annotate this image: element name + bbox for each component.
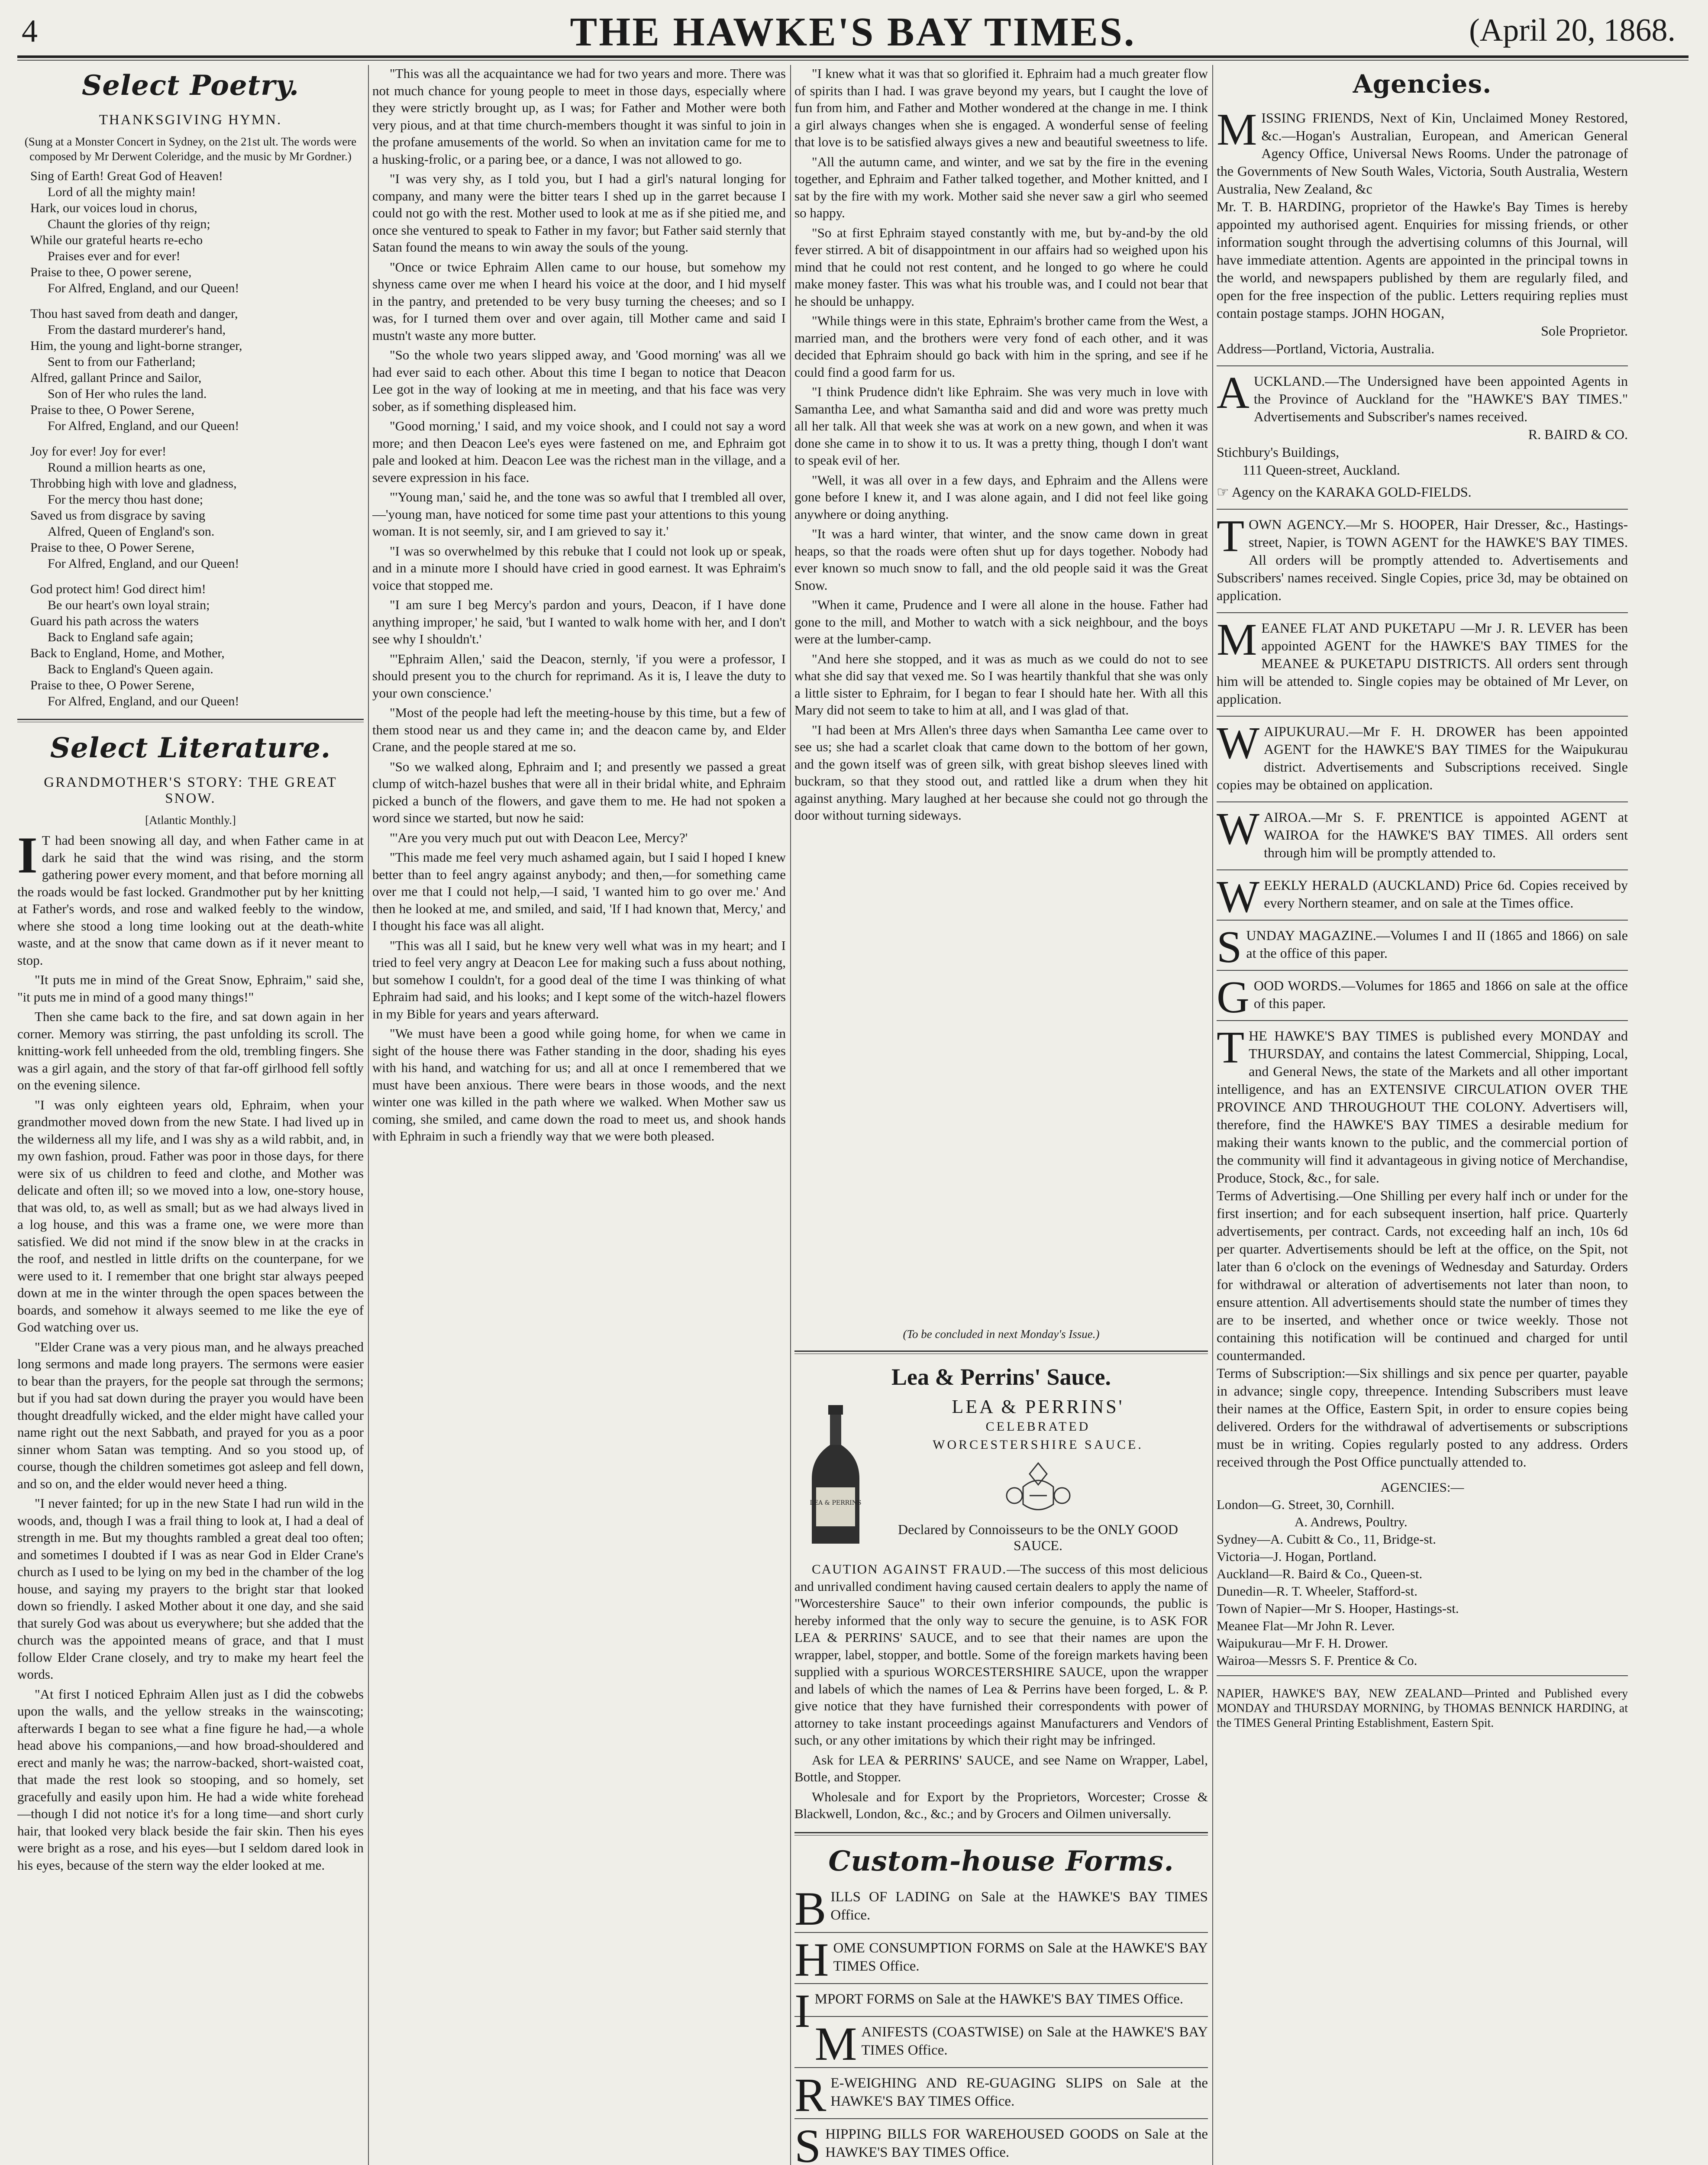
story-paragraph: "'Ephraim Allen,' said the Deacon, sternly, 'if you were a professor, I should present you to the church for reprimand. As it is, I leave the duty to your own conscience.': [372, 651, 786, 701]
poem-line: Thou hast saved from death and danger,: [30, 307, 238, 321]
times-notice: THE HAWKE'S BAY TIMES is published every MONDAY and THURSDAY, and contains the latest Commercial, Shipping, Local, and General News, the state of the Markets and all other important intelligence, and has an EXTENSIVE CIRCULATION OVER THE PROVINCE AND THROUGHOUT THE COLONY. Advertisers will, therefore, find the HAWKE'S BAY TIMES a desirable medium for making their wants known to the public, and the commercial portion of the community will find it advantageous in giving notice of Merchandise, Produce, Stock, &c., for sale. Terms of Advertising.—One Shilling per every half inch or under for the first insertion; and for each subsequent insertion, half price. Quarterly advertisements, per contract. Cards, not exceeding half an inch, 10s 6d per quarter. Advertisements should be left at the office, on the Spit, not later than 6 o'clock on the evenings of Wednesday and Saturday. Orders for withdrawal or alteration of advertisements not later than noon, to ensure attention. All advertisements should state the number of times they are to be inserted, and whether once or twice weekly. Those not containing this notification will be continued and charged for until countermanded. Terms of Subscription:—Six shillings and six pence per quarter, payable in advance; single copy, threepence. Intending Subscribers must leave their names at the Office, Eastern Spit, in order to ensure copies being delivered. Orders for the withdrawal of advertisements or subscriptions must be in writing. Copies regularly posted to any address. Orders received through the Post Office punctually attended to.: [1217, 1022, 1628, 1470]
column-1: [17, 65, 364, 2165]
section-divider: [794, 1832, 1208, 1835]
story-paragraph: "Once or twice Ephraim Allen came to our house, but somehow my shyness came over me when I heard his voice at the door, and I hid myself in the pantry, and pretended to be very busy turning the cheeses; and so I was, for I turned them over and over again, till Mother came and said I mustn't waste any more butter.: [372, 259, 786, 343]
agency-line: Auckland—R. Baird & Co., Queen-st.: [1217, 1566, 1423, 1581]
poem-line: For the mercy thou hast done;: [48, 492, 203, 507]
poem-line: Back to England safe again;: [48, 630, 194, 644]
custom-form-ad: BILLS OF LADING on Sale at the HAWKE'S BAY TIMES Office.: [794, 1882, 1208, 1935]
page-number: 4: [22, 13, 38, 49]
bottle-label-text: LEA & PERRINS: [810, 1499, 862, 1506]
agency-line: Dunedin—R. T. Wheeler, Stafford-st.: [1217, 1583, 1417, 1599]
caution-paragraph: CAUTION AGAINST FRAUD.—The success of this most delicious and unrivalled condiment having caused certain dealers to apply the name of "Worcestershire Sauce" to their own inferior compounds, the public is hereby informed that the only way to secure the genuine, is to ASK FOR LEA & PERRINS' SAUCE, and to see that their names are upon the wrapper, label, stopper, and bottle. Some of the foreign markets having been supplied with a spurious WORCESTERSHIRE SAUCE, upon the wrapper and labels of which the names of Lea & Perrins have been forged, L. & P. give notice that they have furnished their correspondents with power of attorney to take instant proceedings against Manufacturers and Vendors of such, or any other imitations by which their right may be infringed.: [794, 1561, 1208, 1748]
sauce-ad-box: [803, 1396, 1199, 1557]
poem-line: Round a million hearts as one,: [48, 460, 206, 475]
poem-line: For Alfred, England, and our Queen!: [48, 694, 239, 708]
poem-line: Back to England, Home, and Mother,: [30, 646, 225, 660]
poem-line: Back to England's Queen again.: [48, 662, 213, 676]
poem-line: Guard his path across the waters: [30, 614, 199, 628]
sauce-banner: LEA & PERRINS': [952, 1396, 1124, 1417]
custom-form-ad: R E-WEIGHING AND RE-GUAGING SLIPS on Sale at the HAWKE'S BAY TIMES Office.: [794, 2068, 1208, 2121]
masthead-rule-thin: [17, 60, 1689, 61]
meanee-agency-ad: MEANEE FLAT AND PUKETAPU —Mr J. R. LEVER has been appointed AGENT for the HAWKE'S BAY TIMES for the MEANEE & PUKETAPU DISTRICTS. All orders sent through him will be attended to. Single copies may be obtained of Mr Lever, on application.: [1217, 614, 1628, 707]
poem-line: God protect him! God direct him!: [30, 582, 206, 596]
sauce-ad-text: [877, 1396, 1199, 1557]
column-divider: [790, 65, 791, 2165]
agency-line: London—G. Street, 30, Cornhill.: [1217, 1497, 1395, 1512]
story-paragraph: "'Young man,' said he, and the tone was so awful that I trembled all over,—'young man, have noticed for some time past your attentions to this young woman. It is not seemly, sir, and I am grieved to say it.': [372, 489, 786, 539]
poem-body: [30, 168, 364, 296]
poem-line: Praise to thee, O Power Serene,: [30, 678, 195, 692]
story-paragraph: "While things were in this state, Ephraim's brother came from the West, a married man, and the brothers were very fond of each other, and it was decided that Ephraim should go back with him in the spring, and see if he could find a good farm for us.: [794, 313, 1208, 380]
poem-line: Throbbing high with love and gladness,: [30, 476, 237, 491]
story-paragraph: "I had been at Mrs Allen's three days when Samantha Lee came over to see us; she had a scarlet cloak that came down to the bottom of her gown, and the gown itself was of green silk, with great bishop sleeves lined with buckram, so that they stood out, and rattled like a drum when they hit against anything. Mary laughed at her because she could not go through the door without turning sideways.: [794, 722, 1208, 823]
story-paragraph: "I never fainted; for up in the new State I had run wild in the woods, and, though I was a frail thing to look at, I had a deal of strength in me. But my thoughts rambled a great deal too often; and sometimes I doubted if I was as near God in Elder Crane's church as I used to be lying on my bed in the chamber of the log house, and saying my prayers to the bright star that looked down so friendly. I asked Mother about it one day, and she said that surely God was about us everywhere; but she added that the church was the appointed means of grace, and that I must follow Elder Crane closely, and try to make my heart feel the words.: [17, 1496, 364, 1682]
story-paragraph: "So at first Ephraim stayed constantly with me, but by-and-by the old fever stirred. A bit of disappointment in our affairs had so weighed upon his mind that he could not rest content, and he longed to go where he could make money faster. This was what his trouble was, and I could not bear that he should be unhappy.: [794, 225, 1208, 309]
printer-imprint: NAPIER, HAWKE'S BAY, NEW ZEALAND—Printed and Published every MONDAY and THURSDAY MORNING, by THOMAS BENNICK HARDING, at the TIMES General Printing Establishment, Eastern Spit.: [1217, 1687, 1628, 1730]
story-paragraph: "This made me feel very much ashamed again, but I said I hoped I knew better than to feel angry against anybody; and then,—for something came over me that I could not help,—I said, 'I wanted him to go over me.' And then he looked at me, and smiled, and said, 'If I had known that, Mercy,' and I thought his face was all alight.: [372, 850, 786, 933]
poem-line: For Alfred, England, and our Queen!: [48, 556, 239, 571]
story-paragraph: "'Are you very much put out with Deacon Lee, Mercy?': [390, 830, 688, 845]
poem-line: Lord of all the mighty main!: [48, 185, 196, 199]
poem-line: Saved us from disgrace by saving: [30, 508, 206, 523]
agency-line: Sydney—A. Cubitt & Co., 11, Bridge-st.: [1217, 1532, 1436, 1547]
waipukurau-agency-ad: WAIPUKURAU.—Mr F. H. DROWER has been appointed AGENT for the HAWKE'S BAY TIMES for the Waipukurau district. Advertisements and Subscriptions received. Single copies may be obtained on application.: [1217, 717, 1628, 792]
agencies-list-title: AGENCIES:—: [1380, 1480, 1464, 1495]
royal-crest-icon: [999, 1457, 1077, 1517]
story-paragraph: "Good morning,' I said, and my voice shook, and I could not say a word more; and then Deacon Lee's eyes were fastened on me, and Ephraim got pale and looked at him. Deacon Lee was the richest man in the village, and a severe expression in his face.: [372, 418, 786, 485]
custom-form-ad: HOME CONSUMPTION FORMS on Sale at the HAWKE'S BAY TIMES Office.: [794, 1933, 1208, 1986]
custom-form-ad: MANIFESTS (COASTWISE) on Sale at the HAWKE'S BAY TIMES Office.: [814, 2017, 1208, 2070]
story-paragraph: Then she came back to the fire, and sat down again in her corner. Memory was stirring, the past unfolding its scroll. The knitting-work fell unheeded from the old, trembling fingers. She was a girl again, and the story of that far-off girlhood fell softly on the evening silence.: [17, 1009, 364, 1092]
story-source: [Atlantic Monthly.]: [145, 814, 236, 827]
poem-body: [30, 306, 364, 434]
agency-line: Waipukurau—Mr F. H. Drower.: [1217, 1635, 1388, 1651]
story-paragraph: "This was all the acquaintance we had for two years and more. There was not much chance for young people to meet in those days, especially where they were strictly brought up, as I was; for Father and Mother were both very pious, and at that time church-members thought it was sinful to join in the profane amusements of the world. So when an invitation came for me to a husking-frolic, or a paring bee, or a dance, I was not allowed to go.: [372, 66, 786, 167]
poem-body: [30, 443, 364, 572]
story-paragraph: "So the whole two years slipped away, and 'Good morning' was all we had ever said to each other. About this time I began to notice that Deacon Lee got in the way of looking at me in meeting, and that his face was very sober, as if something displeased him.: [372, 347, 786, 414]
story-continuation: [794, 65, 1208, 1321]
lea-perrins-ad: [794, 1364, 1208, 1822]
sauce-declared: Declared by Connoisseurs to be the ONLY GOOD SAUCE.: [898, 1522, 1178, 1553]
poem-line: Him, the young and light-borne stranger,: [30, 339, 242, 353]
story-paragraph: "I was very shy, as I told you, but I had a girl's natural longing for company, and many were the bitter tears I shed up in the garret because I could not go with the rest. Mother used to look at me as if she pitied me, and once she ventured to speak to Father in my favor; but Father said sternly that Satan found the means to win away the souls of the young.: [372, 171, 786, 255]
story-paragraph: "Elder Crane was a very pious man, and he always preached long sermons and made long prayers. The sermons were easier to bear than the prayers, for the people sat through the sermons; but if you had sat down during the prayer you would have been thought dreadfully wicked, and the elder might have called your name right out the next Sabbath, and prayed for you as a poor sinner whom Satan was tempting. And so you stood up, of course, though the children sometimes got asleep and fell down, and so on, and the elder would never heed a thing.: [17, 1339, 364, 1491]
drop-cap: I: [17, 826, 38, 884]
custom-form-ad: SHIPPING BILLS FOR WAREHOUSED GOODS on Sale at the HAWKE'S BAY TIMES Office.: [794, 2119, 1208, 2165]
column-3: [794, 65, 1208, 2165]
sauce-bottle-icon: [803, 1405, 868, 1548]
story-paragraph: "We must have been a good while going home, for when we came in sight of the house there was Father standing in the door, shading his eyes with his hand, and watching for us; and all at once I remembered that we must have been anxious. There were bears in those woods, and the next winter one was killed in the path where we walked. When Mother saw us coming, she smiled, and came down the road to meet us, and shook hands with Ephraim in such a friendly way that we were both pleased.: [372, 1026, 786, 1144]
story-paragraph: "So we walked along, Ephraim and I; and presently we passed a great clump of witch-hazel bushes that were all in their bridal white, and Ephraim picked a bunch of the flowers, and gave them to me. He had not spoken a word since we started, but now he said:: [372, 759, 786, 825]
wairoa-agency-ad: WAIROA.—Mr S. F. PRENTICE is appointed AGENT at WAIROA for the HAWKE'S BAY TIMES. All orders sent through him will be promptly attended to.: [1217, 803, 1628, 860]
sauce-banner-sub: CELEBRATED: [985, 1419, 1091, 1434]
poem-title: THANKSGIVING HYMN.: [99, 112, 282, 128]
ask-for-paragraph: Ask for LEA & PERRINS' SAUCE, and see Name on Wrapper, Label, Bottle, and Stopper.: [794, 1752, 1208, 1784]
agency-line: Wairoa—Messrs S. F. Prentice & Co.: [1217, 1653, 1417, 1668]
pointing-hand-icon: ☞: [1217, 484, 1229, 500]
literature-heading: Select Literature.: [50, 732, 331, 764]
column-divider: [1212, 65, 1213, 2165]
story-paragraph: "It puts me in mind of the Great Snow, Ephraim," said she, "it puts me in mind of a good many things!": [17, 972, 364, 1005]
story-paragraph: "I knew what it was that so glorified it. Ephraim had a much greater flow of spirits than I had. I was grave beyond my years, but I caught the love of fun from him, and Father and Mother wondered at the change in me. I think a girl always changes when she is engaged. A wonderful sense of feeling that love is to be satisfied always gives a new and beautiful sweetness to life.: [794, 66, 1208, 149]
story-paragraph: "All the autumn came, and winter, and we sat by the fire in the evening together, and Ephraim and Father talked together, and Mother knitted, and I sat by the fire with my work. Mother said she never saw a girl who seemed so happy.: [794, 154, 1208, 220]
sauce-ad-title: Lea & Perrins' Sauce.: [891, 1364, 1111, 1390]
custom-form-ad: IMPORT FORMS on Sale at the HAWKE'S BAY TIMES Office.: [794, 1984, 1184, 2037]
story-paragraph: "I was so overwhelmed by this rebuke that I could not look up or speak, and in a minute more I should have cried in good earnest. It was Ephraim's voice that stopped me.: [372, 543, 786, 593]
story-paragraph: I T had been snowing all day, and when Father came in at dark he said that the wind was rising, and the storm gathering power every moment, and that before morning all the roads would be fast locked. Grandmother put by her knitting at Father's words, and rose and walked feebly to the window, where she stood a long time looking out at the death-white waste, and at the snow that came down as if it never meant to stop.: [17, 826, 364, 968]
poetry-heading: Select Poetry.: [82, 69, 299, 102]
poem-line: Praises ever and for ever!: [48, 249, 181, 263]
poem-line: Praise to thee, O Power Serene,: [30, 403, 195, 417]
poem-line: Sing of Earth! Great God of Heaven!: [30, 169, 223, 183]
poem-line: From the dastard murderer's hand,: [48, 323, 226, 337]
to-be-concluded: (To be concluded in next Monday's Issue.): [903, 1328, 1100, 1341]
sunday-magazine-ad: SUNDAY MAGAZINE.—Volumes I and II (1865 and 1866) on sale at the office of this paper.: [1217, 921, 1628, 972]
masthead-rule: [17, 55, 1689, 58]
weekly-herald-ad: WEEKLY HERALD (AUCKLAND) Price 6d. Copies received by every Northern steamer, and on sale at the Times office.: [1217, 871, 1628, 922]
sauce-banner-sub: WORCESTERSHIRE SAUCE.: [933, 1438, 1143, 1452]
poem-line: Son of Her who rules the land.: [48, 387, 207, 401]
poem-body: [30, 581, 364, 709]
poem-line: Alfred, Queen of England's son.: [48, 524, 215, 539]
story-paragraph: "I think Prudence didn't like Ephraim. She was very much in love with Samantha Lee, and what Samantha said and did and wore was pretty much all her talk. All that week she was at work on a new gown, and when it was done she came in to show it to us. It was a pretty thing, though I don't want to speak evil of her.: [794, 384, 1208, 468]
story-paragraph: "At first I noticed Ephraim Allen just as I did the cobwebs upon the walls, and the yellow streaks in the wainscoting; afterwards I began to see what a fine figure he had,—a whole head above his companions,—and how broad-shouldered and erect and manly he was; the narrow-backed, short-waisted coat, that made the rest look so stooping, and so homely, set gracefully and easily upon him. He had a wide white forehead—though I did not notice it's for a long time—and short curly hair, that looked very black beside the fair skin. Then his eyes were bright as a rose, and his eyes—but I seldom dared look in his eyes, because of the stern way the elder looked at me.: [17, 1686, 364, 1873]
issue-date: (April 20, 1868.: [1469, 13, 1676, 48]
agency-line: A. Andrews, Poultry.: [1295, 1514, 1408, 1529]
section-divider: [794, 1351, 1208, 1354]
agency-line: Meanee Flat—Mr John R. Lever.: [1217, 1618, 1395, 1633]
story-paragraph: "I was only eighteen years old, Ephraim, when your grandmother moved down from the new State. I had lived up in the wilderness all my life, and I was shy as a wild rabbit, and, in my own fashion, proud. Father was poor in those days, for there were six of us children to feed and clothe, and Mother was delicate and often ill; so we moved into a low, one-story house, that was old, to, as well as small; but as we had always lived in a log house, and this was a frame one, we were more than satisfied. We did not mind if the snow blew in at the cracks in the roof, and nestled in little drifts on the counterpane, for we were used to it. I remember that one bright star always peeped down at me in the winter through the open spaces between the boards, and somehow it always seemed to me like the eye of God watching over us.: [17, 1097, 364, 1335]
story-paragraph: "When it came, Prudence and I were all alone in the house. Father had gone to the mill, and Mother to watch with a sick neighbour, and the boys were at the lumber-camp.: [794, 597, 1208, 646]
agencies-list: [1217, 1479, 1628, 1669]
story-paragraph: "Well, it was all over in a few days, and Ephraim and the Allens were gone before I knew it, and I was alone again, and I did not feel like going anywhere or doing anything.: [794, 472, 1208, 522]
story-title: GRANDMOTHER'S STORY: THE GREAT SNOW.: [44, 775, 337, 806]
poem-line: Hark, our voices loud in chorus,: [30, 201, 197, 215]
poem-line: Joy for ever! Joy for ever!: [30, 444, 167, 459]
poem-line: Chaunt the glories of thy reign;: [48, 217, 210, 231]
section-divider: [17, 719, 364, 722]
column-4: [1217, 65, 1628, 2165]
agency-line: Town of Napier—Mr S. Hooper, Hastings-st.: [1217, 1601, 1459, 1616]
poem-line: Praise to thee, O power serene,: [30, 265, 192, 279]
poem-line: Praise to thee, O Power Serene,: [30, 540, 195, 555]
column-2: [372, 65, 786, 2165]
story-paragraph: "I am sure I beg Mercy's pardon and yours, Deacon, if I have done anything improper,' he said, 'but I wanted to walk home with her, and I don't see why I shouldn't.': [372, 597, 786, 646]
poem-line: Be our heart's own loyal strain;: [48, 598, 210, 612]
poem-line: For Alfred, England, and our Queen!: [48, 419, 239, 433]
story-paragraph: "And here she stopped, and it was as much as we could do not to see what she did say that vexed me. So I was heartily thankful that she was only a little sister to Ephraim, for I began to fear I should hate her. With all this Mary did not seem to take to him at all, and I was glad of that.: [794, 651, 1208, 717]
poem-line: While our grateful hearts re-echo: [30, 233, 203, 247]
agency-line: Victoria—J. Hogan, Portland.: [1217, 1549, 1377, 1564]
town-agency-ad: TOWN AGENCY.—Mr S. HOOPER, Hair Dresser, &c., Hastings-street, Napier, is TOWN AGENT for the HAWKE'S BAY TIMES. All orders will be promptly attended to. Advertisements and Subscribers' names received. Single Copies, price 3d, may be obtained on application.: [1217, 511, 1628, 603]
newspaper-title: THE HAWKE'S BAY TIMES.: [570, 10, 1136, 55]
story-paragraph: "This was all I said, but he knew very well what was in my heart; and I tried to feel very angry at Deacon Lee for making such a fuss about nothing, but somehow I couldn't, for a good deal of the time I was thinking of what Ephraim had said, and his looks; and I kept some of the witch-hazel flowers in my Bible for years and years afterward.: [372, 937, 786, 1021]
custom-forms-heading: Custom-house Forms.: [828, 1845, 1174, 1877]
poem-line: Sent to from our Fatherland;: [48, 355, 196, 369]
column-divider: [368, 65, 369, 2165]
missing-friends-ad: MISSING FRIENDS, Next of Kin, Unclaimed Money Restored, &c.—Hogan's Australian, European, and American General Agency Office, Universal News Rooms. Under the patronage of the Governments of New South Wales, Victoria, South Australia, Western Australia, New Zealand, &c Mr. T. B. HARDING, proprietor of the Hawke's Bay Times is hereby appointed my authorised agent. Enquiries for missing friends, or other information sought through the advertising columns of this Journal, will have immediate attention. Agents are appointed in the principal towns in the world, and newspapers published by them are regularly filed, and open for the free inspection of the public. Letters requiring replies must contain postage stamps. JOHN HOGAN, Sole Proprietor. Address—Portland, Victoria, Australia.: [1217, 104, 1628, 356]
story-paragraph: "It was a hard winter, that winter, and the snow came down in great heaps, so that the roads were often shut up for days together. Nobody had ever known so much snow to fall, and the old people said it was the Great Snow.: [794, 526, 1208, 593]
wholesale-paragraph: Wholesale and for Export by the Proprietors, Worcester; Crosse & Blackwell, London, &c., &c.; and by Grocers and Oilmen universally.: [794, 1789, 1208, 1821]
poem-note: (Sung at a Monster Concert in Sydney, on the 21st ult. The words were composed by Mr Derwent Coleridge, and the music by Mr Gordner.): [24, 135, 357, 163]
good-words-ad: GOOD WORDS.—Volumes for 1865 and 1866 on sale at the office of this paper.: [1217, 972, 1628, 1022]
poem-line: For Alfred, England, and our Queen!: [48, 281, 239, 295]
masthead: [17, 9, 1689, 56]
story-paragraph: "Most of the people had left the meeting-house by this time, but a few of them stood near us and they came in; and the deacon came by, and Elder Crane, and the people stared at me so.: [372, 705, 786, 754]
agencies-heading: Agencies.: [1353, 69, 1492, 99]
auckland-agency-ad: AUCKLAND.—The Undersigned have been appointed Agents in the Province of Auckland for the "HAWKE'S BAY TIMES." Advertisements and Subscriber's names received. R. BAIRD & CO. Stichbury's Buildings, 111 Queen-street, Auckland. ☞ Agency on the KARAKA GOLD-FIELDS.: [1217, 372, 1628, 501]
poem-line: Alfred, gallant Prince and Sailor,: [30, 371, 202, 385]
